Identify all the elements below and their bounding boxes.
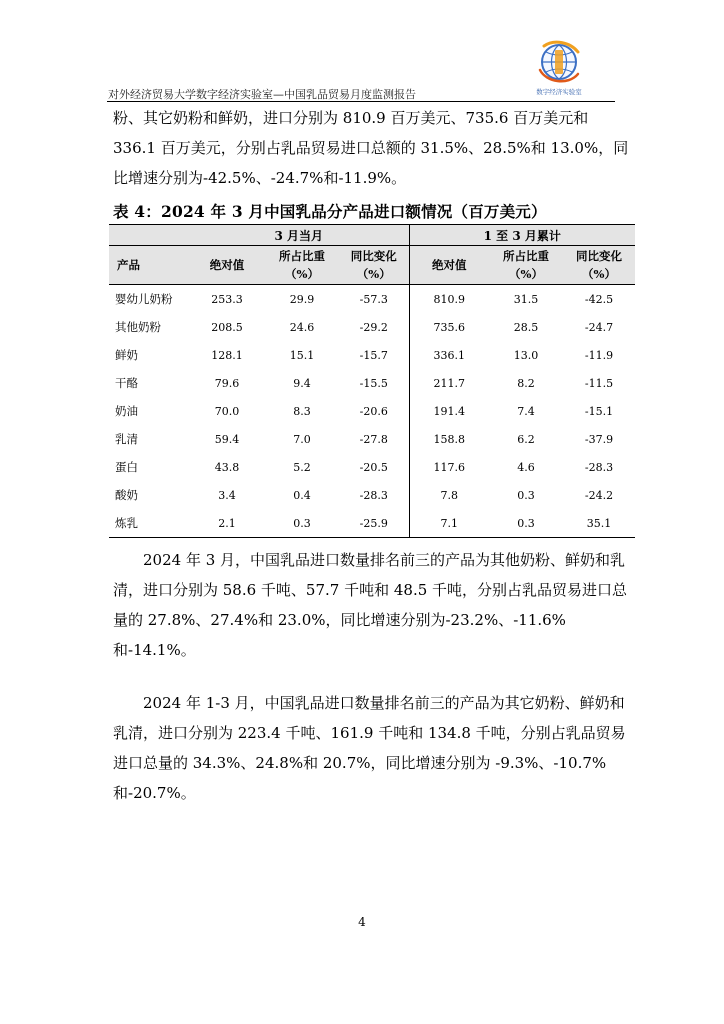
running-header: 对外经济贸易大学数字经济实验室—中国乳品贸易月度监测报告 [108, 88, 416, 101]
ytd-yoy-cell: -11.9 [584, 348, 614, 362]
product-cell: 乳清 [115, 432, 138, 446]
month-share-cell: 0.3 [265, 509, 339, 538]
month-share-cell: 8.3 [293, 404, 311, 418]
table-row [109, 509, 635, 538]
ytd-abs-cell: 735.6 [409, 313, 489, 341]
product-cell: 婴幼儿奶粉 [115, 292, 173, 306]
paragraph-q1-volume: 2024 年 1-3 月，中国乳品进口数量排名前三的产品为其它奶粉、鲜奶和乳清，进口分别为 223.4 千吨、161.9 千吨和 134.8 千吨，分别占乳品贸易进口总量的 34.3%、24.8%和 20.7%，同比增速分别为 -9.3%、-10.7%和-20.7%。 [113, 694, 626, 802]
table-row [109, 341, 635, 369]
month-abs-cell: 79.6 [214, 376, 240, 390]
month-yoy-cell: -20.5 [359, 460, 388, 474]
ytd-abs-cell: 7.8 [409, 481, 489, 509]
header-blank [109, 225, 189, 246]
ytd-yoy-cell: -42.5 [584, 292, 614, 306]
month-yoy-cell: -29.2 [359, 320, 388, 334]
ytd-abs-cell: 336.1 [409, 341, 489, 369]
table-row [109, 481, 635, 509]
table-row [109, 453, 635, 481]
table-row [109, 397, 635, 425]
month-share-cell: 5.2 [293, 460, 311, 474]
share-label: 所占比重 [279, 249, 325, 263]
ytd-share-cell: 28.5 [513, 320, 539, 334]
col-header-month-abs: 绝对值 [189, 246, 265, 285]
ytd-share-cell: 4.6 [517, 460, 535, 474]
ytd-yoy-cell: -28.3 [584, 460, 614, 474]
col-header-ytd-yoy [563, 246, 635, 285]
month-yoy-cell: -15.7 [359, 348, 388, 362]
share-unit: （%） [509, 267, 543, 281]
lab-logo [524, 40, 594, 98]
col-header-ytd-abs: 绝对值 [409, 246, 489, 285]
product-cell: 奶油 [115, 404, 138, 418]
col-header-product: 产品 [109, 246, 189, 285]
month-abs-cell: 43.8 [214, 460, 240, 474]
month-abs-cell: 59.4 [214, 432, 240, 446]
globe-logo-icon [524, 40, 594, 88]
col-header-ytd-share [489, 246, 563, 285]
product-cell: 蛋白 [115, 460, 138, 474]
ytd-share-cell: 31.5 [513, 292, 539, 306]
ytd-yoy-cell: -24.7 [584, 320, 614, 334]
ytd-yoy-cell: -11.5 [584, 376, 614, 390]
logo-caption: 数字经济实验室 [536, 88, 582, 96]
month-yoy-cell: -27.8 [359, 432, 388, 446]
yoy-label: 同比变化 [350, 249, 397, 263]
month-abs-cell: 3.4 [218, 488, 236, 502]
ytd-share-cell: 7.4 [517, 404, 535, 418]
product-cell: 酸奶 [115, 488, 138, 502]
month-yoy-cell: -28.3 [359, 488, 388, 502]
table-row [109, 285, 635, 314]
group-header-month: 3 月当月 [189, 225, 409, 246]
paragraph-march-volume: 2024 年 3 月，中国乳品进口数量排名前三的产品为其他奶粉、鲜奶和乳清，进口分别为 58.6 千吨、57.7 千吨和 48.5 千吨，分别占乳品贸易进口总量的 27.8%、27.4%和 23.0%，同比增速分别为-23.2%、-11.6%和-14.1%。 [113, 551, 628, 659]
header-rule [107, 101, 615, 102]
ytd-share-cell: 0.3 [489, 509, 563, 538]
month-abs-cell: 128.1 [211, 348, 243, 362]
share-label: 所占比重 [503, 249, 549, 263]
product-cell: 其他奶粉 [115, 320, 161, 334]
ytd-share-cell: 8.2 [517, 376, 535, 390]
ytd-yoy-cell: 35.1 [563, 509, 635, 538]
ytd-abs-cell: 191.4 [409, 397, 489, 425]
month-share-cell: 29.9 [289, 292, 315, 306]
month-yoy-cell: -15.5 [359, 376, 388, 390]
table-row [109, 425, 635, 453]
month-share-cell: 24.6 [289, 320, 315, 334]
share-unit: （%） [285, 267, 319, 281]
col-header-month-yoy [339, 246, 409, 285]
ytd-share-cell: 0.3 [517, 488, 535, 502]
yoy-unit: （%） [356, 267, 391, 281]
yoy-unit: （%） [582, 267, 616, 281]
month-abs-cell: 70.0 [214, 404, 240, 418]
ytd-yoy-cell: -15.1 [584, 404, 614, 418]
month-share-cell: 0.4 [293, 488, 311, 502]
ytd-abs-cell: 810.9 [409, 285, 489, 314]
month-abs-cell: 2.1 [189, 509, 265, 538]
table-row [109, 369, 635, 397]
month-yoy-cell: -20.6 [359, 404, 388, 418]
table-caption: 表 4：2024 年 3 月中国乳品分产品进口额情况（百万美元） [113, 202, 547, 221]
ytd-abs-cell: 211.7 [409, 369, 489, 397]
col-header-month-share [265, 246, 339, 285]
ytd-abs-cell: 7.1 [409, 509, 489, 538]
product-cell: 干酪 [115, 376, 138, 390]
import-value-table [109, 224, 635, 538]
month-yoy-cell: -57.3 [359, 292, 388, 306]
ytd-yoy-cell: -24.2 [584, 488, 614, 502]
paragraph-intro: 粉、其它奶粉和鲜奶，进口分别为 810.9 百万美元、735.6 百万美元和 336.1 百万美元，分别占乳品贸易进口总额的 31.5%、28.5%和 13.0%，同比增速分别为-42.5%、-24.7%和-11.9%。 [113, 109, 629, 187]
product-cell: 炼乳 [109, 509, 189, 538]
ytd-abs-cell: 158.8 [409, 425, 489, 453]
ytd-yoy-cell: -37.9 [584, 432, 614, 446]
ytd-share-cell: 6.2 [517, 432, 535, 446]
ytd-share-cell: 13.0 [513, 348, 539, 362]
month-yoy-cell: -25.9 [339, 509, 409, 538]
month-share-cell: 9.4 [293, 376, 311, 390]
yoy-label: 同比变化 [576, 249, 622, 263]
ytd-abs-cell: 117.6 [409, 453, 489, 481]
table-row [109, 313, 635, 341]
month-share-cell: 15.1 [289, 348, 315, 362]
product-cell: 鲜奶 [115, 348, 138, 362]
month-abs-cell: 253.3 [211, 292, 243, 306]
group-header-ytd: 1 至 3 月累计 [409, 225, 635, 246]
page-number: 4 [358, 915, 366, 929]
month-abs-cell: 208.5 [211, 320, 243, 334]
month-share-cell: 7.0 [293, 432, 311, 446]
